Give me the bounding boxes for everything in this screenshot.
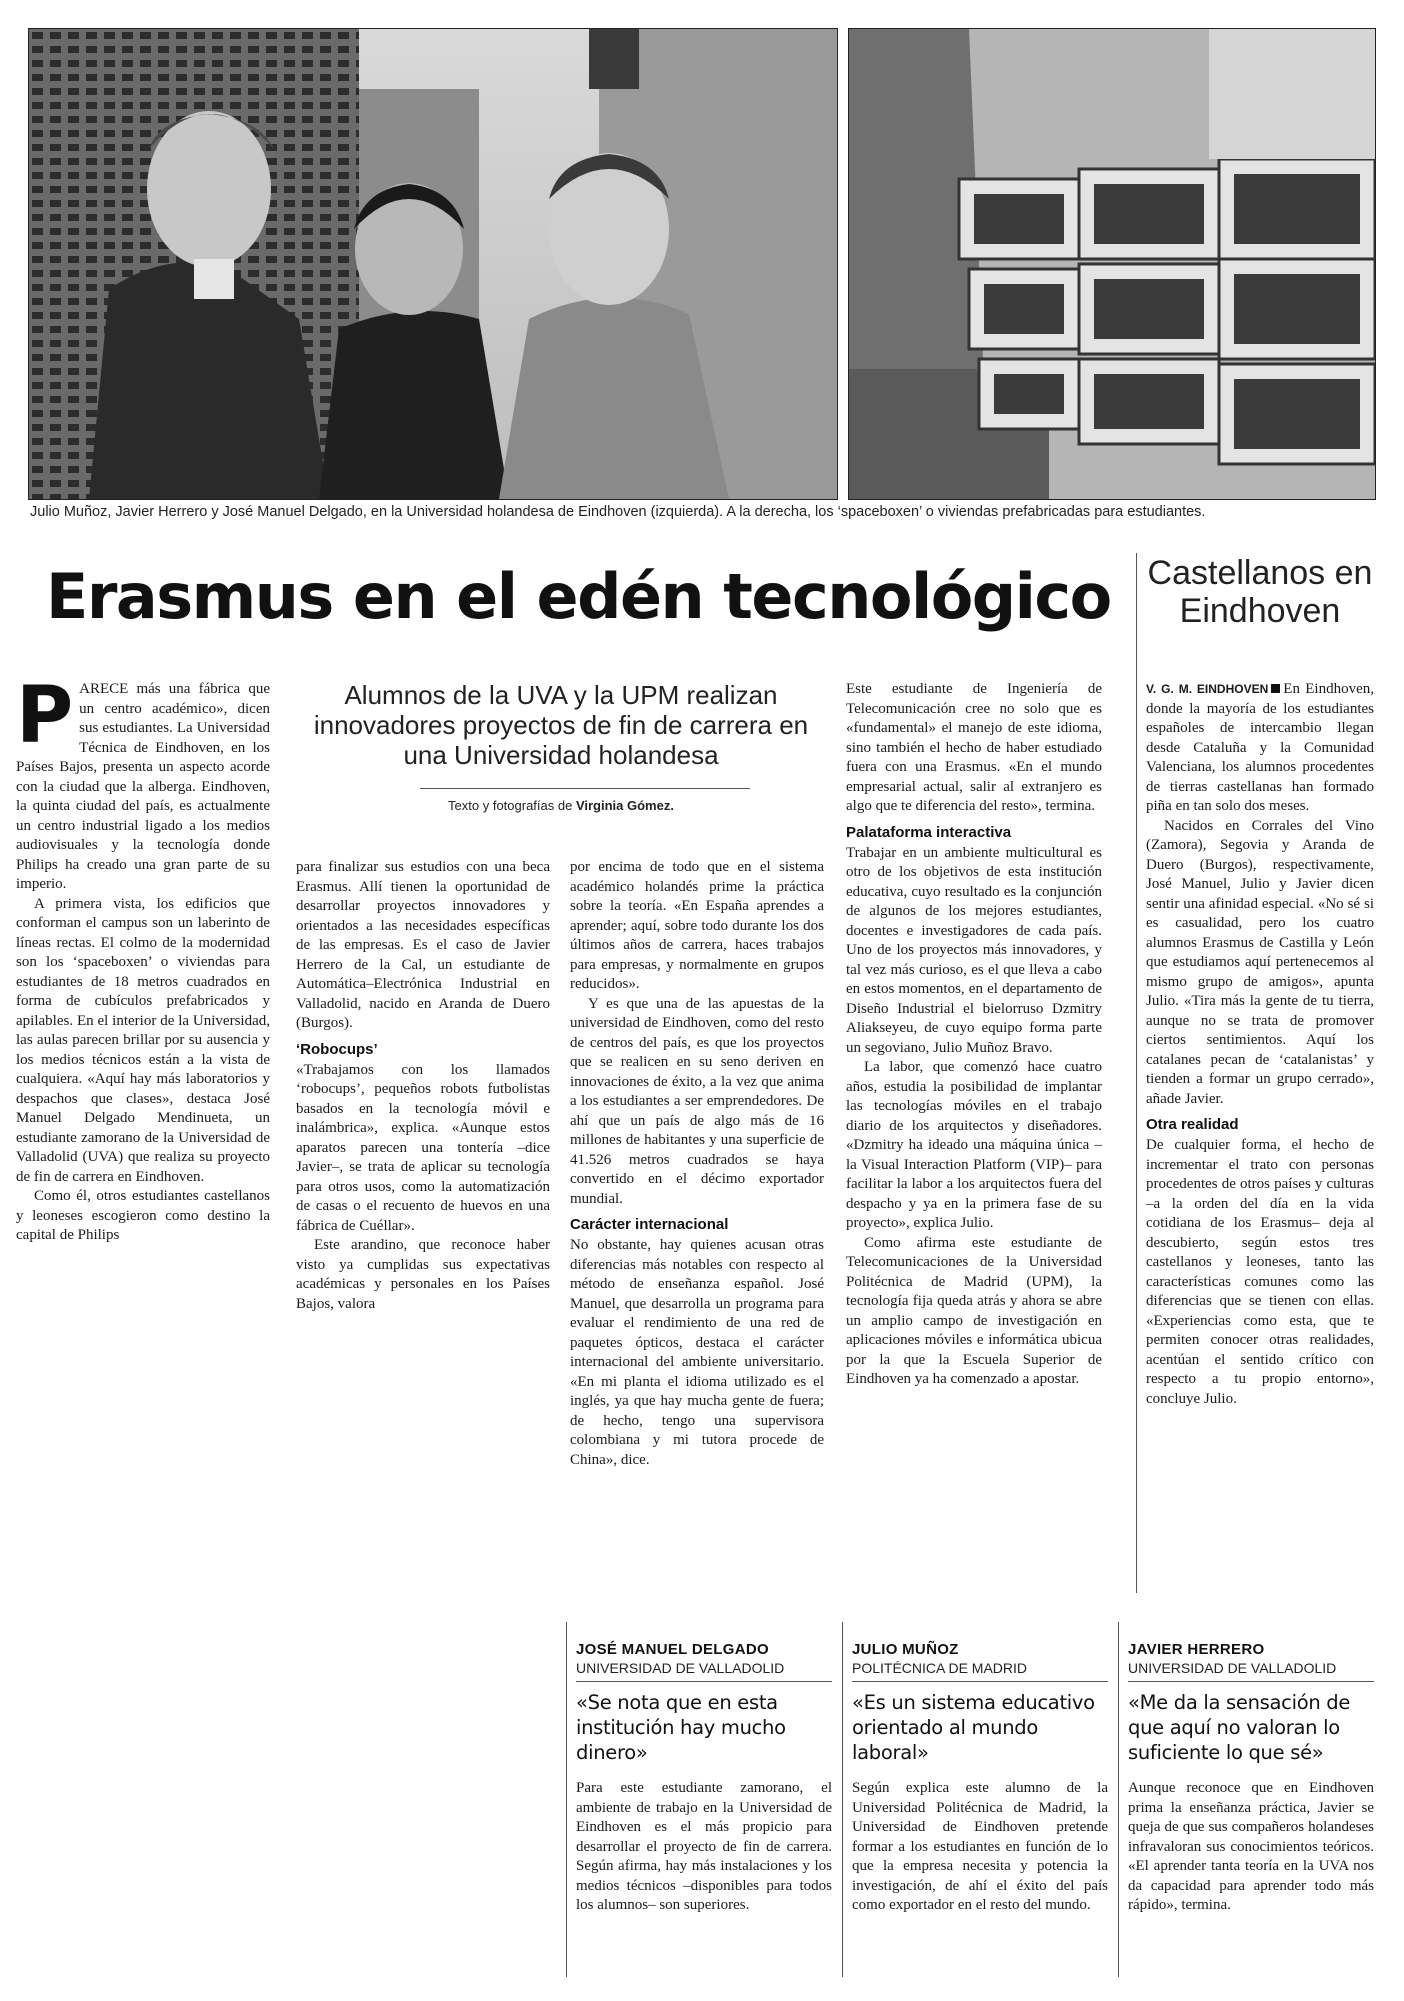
sidebar-title: Castellanos en Eindhoven — [1147, 554, 1373, 630]
profile-affiliation: POLITÉCNICA DE MADRID — [852, 1659, 1108, 1682]
photo-spaceboxen — [848, 28, 1376, 500]
credit-author: Virginia Gómez. — [575, 798, 674, 813]
article-column-4 — [846, 680, 1102, 1390]
profile-affiliation: UNIVERSIDAD DE VALLADOLID — [576, 1659, 832, 1682]
photo-students — [28, 28, 838, 500]
profile-quote: «Se nota que en esta institución hay mucho dinero» — [576, 1691, 786, 1764]
profile-text: Según explica este alumno de la Universidad Politécnica de Madrid, la Universidad de Eindhoven pretende formar a los estudiantes en función de lo que la empresa necesita y potencia la investigación, de ahí el éxito del país como exportador en el resto del mundo. — [852, 1780, 1108, 1913]
profile-affiliation: UNIVERSIDAD DE VALLADOLID — [1128, 1659, 1374, 1682]
paragraph: por encima de todo que en el sistema académico holandés prime la práctica sobre la teoría. «En España aprendes a aprender; aquí, sobre todo durante los dos últimos años de carrera, haces trabajos para empresas, y normalmente en grupos reducidos». — [570, 859, 824, 992]
paragraph: para finalizar sus estudios con una beca Erasmus. Allí tienen la oportunidad de desarrollar proyectos innovadores y orientados a las necesidades específicas de las empresas. Es el caso de Javier Herrero de la Cal, un estudiante de Automática–Electrónica Industrial en Valladolid, nacido en Aranda de Duero (Burgos). — [296, 859, 550, 1031]
drop-cap: P — [16, 671, 74, 761]
paragraph: Trabajar en un ambiente multicultural es otro de los objetivos de esta institución educativa, cuyo resultado es la conjunción de algunos de los mejores estudiantes, docentes e investigadores de cada país. Uno de los proyectos más innovadores, y tal vez más curioso, es el que lleva a cabo en estos momentos, en el departamento de Diseño Industrial el bielorruso Dzmitry Aliakseyeu, de cuyo equipo forma parte un segoviano, Julio Muñoz Bravo. — [846, 844, 1102, 1056]
credit-rule — [420, 788, 750, 789]
profile-quote: «Es un sistema educativo orientado al mundo laboral» — [852, 1691, 1095, 1764]
section-heading-caracter: Carácter internacional — [570, 1216, 729, 1233]
photo-credit — [296, 798, 826, 813]
profiles-divider-2 — [842, 1622, 843, 1977]
profile-text: Aunque reconoce que en Eindhoven prima la enseñanza práctica, Javier se queja de que sus compañeros holandeses infravaloran sus conocimientos teóricos. «El aprender tanta teoría en la UVA nos da capacidad para aprender todo más rápido», termina. — [1128, 1780, 1374, 1913]
article-column-1 — [16, 671, 270, 1246]
profile-name: JOSÉ MANUEL DELGADO — [576, 1641, 769, 1658]
credit-prefix: Texto y fotografías de — [448, 798, 573, 813]
paragraph: Este arandino, que reconoce haber visto ya cumplidas sus expectativas académicas y personales en los Países Bajos, valora — [296, 1237, 550, 1312]
paragraph: Este estudiante de Ingeniería de Telecomunicación cree no solo que es «fundamental» el manejo de este idioma, sino también el hecho de haber estudiado fuera con una Erasmus. «En el mundo empresarial actual, salir al extranjero es algo que te diferencia del resto», termina. — [846, 681, 1102, 814]
lead-text: más una fábrica que un centro académico», dicen sus estudiantes. La Universidad Técnica de Eindhoven, en los Países Bajos, presenta un aspecto acorde con la ciudad que la alberga. Eindhoven, la quinta ciudad del país, es actualmente un centro industrial ligado a los medios audiovisuales y la tecnología donde Philips ha creado una gran parte de su imperio. — [16, 681, 270, 892]
photo-caption: Julio Muñoz, Javier Herrero y José Manuel Delgado, en la Universidad holandesa de Eindhoven (izquierda). A la derecha, los ‘spaceboxen’ o viviendas prefabricadas para estudiantes. — [30, 504, 1206, 520]
paragraph: Y es que una de las apuestas de la universidad de Eindhoven, como del resto de centros del país, es que los proyectos que se realicen en su seno deriven en innovaciones de éxito, a la vez que anima a los estudiantes a ser emprendedores. De ahí que un país de algo más de 16 millones de habitantes y una superficie de 41.526 metros cuadrados se haya convertido en el décimo exportador mundial. — [570, 995, 824, 1207]
profile-box-jose-manuel — [576, 1640, 832, 1916]
byline-square-icon — [1271, 684, 1280, 693]
article-column-3 — [570, 858, 824, 1470]
students-photo-image — [29, 29, 837, 499]
profile-name: JAVIER HERRERO — [1128, 1641, 1265, 1658]
profile-name: JULIO MUÑOZ — [852, 1641, 959, 1658]
profile-box-javier — [1128, 1640, 1374, 1916]
profiles-divider-1 — [566, 1622, 567, 1977]
section-heading-robocups: ‘Robocups’ — [296, 1040, 378, 1058]
subtitle: Alumnos de la UVA y la UPM realizan innovadores proyectos de fin de carrera en una Universidad holandesa — [313, 680, 809, 770]
profile-text: Para este estudiante zamorano, el ambiente de trabajo en la Universidad de Eindhoven es el más propicio para desarrollar el proyecto de fin de carrera. Según afirma, hay más instalaciones y los medios técnicos –disponibles para todos los alumnos– son superiores. — [576, 1780, 832, 1913]
spaceboxen-photo-image — [849, 29, 1375, 499]
paragraph: De cualquier forma, el hecho de incrementar el trato con personas procedentes de otros países y culturas –a la orden del día en la vida cotidiana de los Erasmus– deja al descubierto, según estos tres castellanos y leoneses, tanto las características comunes como las diferencias que se tienen con ellas. «Experiencias como esta, que te permiten conocer otras realidades, acentúan el sentido crítico con respecto a tu propio entorno», concluye Julio. — [1146, 1137, 1374, 1407]
paragraph: La labor, que comenzó hace cuatro años, estudia la posibilidad de implantar las tecnologías móviles en el trabajo diario de los arquitectos y diseñadores. «Dzmitry ha ideado una máquina única –la Visual Interaction Platform (VIP)– para facilitar la labor a los arquitectos fuera del despacho y ya en la primera fase de su proyecto», explica Julio. — [846, 1059, 1102, 1231]
profiles-divider-3 — [1118, 1622, 1119, 1977]
lead-caps: ARECE — [79, 681, 129, 697]
sidebar-divider — [1136, 553, 1137, 1593]
headline: Erasmus en el edén tecnológico — [46, 560, 1111, 633]
paragraph: Como él, otros estudiantes castellanos y leoneses escogieron como destino la capital de Philips — [16, 1188, 270, 1243]
paragraph: «Trabajamos con los llamados ‘robocups’, pequeños robots futbolistas basados en la tecnología móvil e inalámbrica», explica. «Aunque estos aparatos parecen una tontería –dice Javier–, se trata de aplicar su tecnología para otros usos, como la automatización de casas o el recuento de huevos en una fábrica de Cuéllar». — [296, 1061, 550, 1234]
sidebar-column — [1146, 680, 1374, 1409]
profile-quote: «Me da la sensación de que aquí no valoran lo suficiente lo que sé» — [1128, 1691, 1351, 1764]
sidebar-lead: En Eindhoven, donde la mayoría de los estudiantes españoles de intercambio llegan desde Cataluña y la Comunidad Valenciana, los alumnos procedentes de tierras castellanas han formado piña en tan solo dos meses. — [1146, 681, 1374, 814]
section-heading-otra-realidad: Otra realidad — [1146, 1116, 1239, 1133]
sidebar-byline: V. G. M. EINDHOVEN — [1146, 682, 1269, 696]
paragraph: Nacidos en Corrales del Vino (Zamora), Segovia y Aranda de Duero (Burgos), respectivamente, José Manuel, Julio y Javier dicen sentir una afinidad especial. «No sé si es casualidad, pero los cuatro alumnos Erasmus de Castilla y León que estudiamos aquí pertenecemos al mismo grupo de amigos», apunta Julio. «Tira más la gente de tu tierra, aunque no se trata de promover ciertos sentimientos. Aquí los catalanes pecan de ‘catalanistas’ y tienden a formar un grupo cerrado», añade Javier. — [1146, 817, 1374, 1107]
section-heading-plataforma: Palataforma interactiva — [846, 823, 1012, 841]
paragraph: A primera vista, los edificios que conforman el campus son un laberinto de líneas rectas. El colmo de la modernidad son los ‘spaceboxen’ o viviendas para estudiantes de 18 metros cuadrados en forma de cubículos prefabricados y apilables. En el interior de la Universidad, las aulas parecen brillar por su ausencia y los medios técnicos están a la vista de cualquiera. «Aquí hay más laboratorios y despachos que clases», destaca José Manuel Delgado Mendinueta, un estudiante zamorano de la Universidad de Valladolid (UVA) que realiza su proyecto de fin de carrera en Eindhoven. — [16, 895, 270, 1185]
paragraph: No obstante, hay quienes acusan otras diferencias más notables con respecto al método de enseñanza español. José Manuel, que desarrolla un programa para evaluar el rendimiento de una red de paquetes ópticos, destaca el carácter internacional del ambiente universitario. «En mi planta el idioma utilizado es el inglés, ya que hay mucha gente de fuera; de hecho, tengo una supervisora colombiana y mi tutora procede de China», dice. — [570, 1237, 824, 1468]
article-column-2 — [296, 858, 550, 1314]
paragraph: Como afirma este estudiante de Telecomunicaciones de la Universidad Politécnica de Madrid (UPM), la tecnología fija queda atrás y ahora se abre un amplio campo de investigación en aplicaciones móviles e informática ubicua por la que la Escuela Superior de Eindhoven ya ha comenzado a apostar. — [846, 1234, 1102, 1387]
profile-box-julio — [852, 1640, 1108, 1916]
